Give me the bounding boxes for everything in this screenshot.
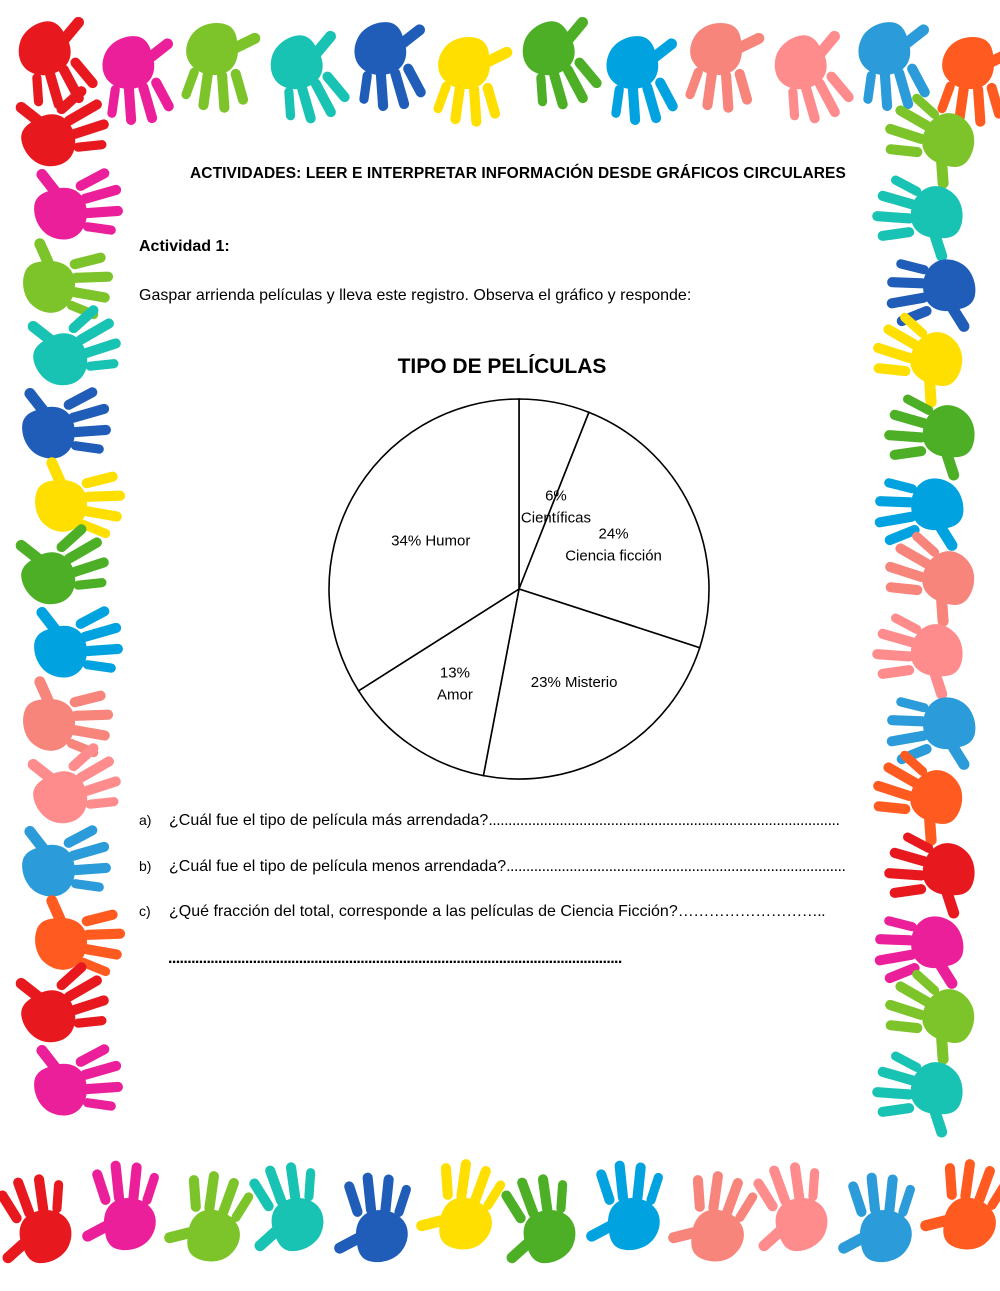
chart-title: TIPO DE PELÍCULAS <box>397 355 607 378</box>
hand-icon <box>871 472 966 558</box>
hand-icon <box>21 235 116 321</box>
pie-label-value-científicas: 6% <box>545 487 567 505</box>
pie-label-name-ciencia-ficción: Ciencia ficción <box>565 547 662 565</box>
hand-icon <box>684 22 767 115</box>
hand-icon <box>27 1030 130 1124</box>
hand-icon <box>80 1160 160 1250</box>
hand-icon <box>663 1162 762 1269</box>
hand-icon <box>411 1150 510 1257</box>
hand-icon <box>915 1150 1000 1257</box>
hand-icon <box>27 592 130 686</box>
activity-intro: Gaspar arrienda películas y lleva este registro. Observa el gráfico y responde: <box>139 287 692 304</box>
pie-label-value-amor: 13% <box>439 664 470 682</box>
hand-icon <box>866 609 969 703</box>
question-b-text: ¿Cuál fue el tipo de película menos arrendada? <box>169 858 507 875</box>
hand-icon <box>871 910 966 996</box>
hand-icon <box>432 36 515 129</box>
hand-icon <box>598 29 692 132</box>
hand-icon <box>15 373 118 467</box>
hand-icon <box>510 7 618 120</box>
question-a-text: ¿Cuál fue el tipo de película más arrendada? <box>169 812 489 829</box>
question-c-answer-line[interactable]: ...................................................................................................................... <box>168 950 622 967</box>
hand-icon <box>584 1160 664 1250</box>
hand-icon <box>346 15 440 118</box>
hand-icon <box>866 171 969 265</box>
page-title: ACTIVIDADES: LEER E INTERPRETAR INFORMACIÓN DESDE GRÁFICOS CIRCULARES <box>190 165 846 182</box>
question-c-letter: c) <box>139 903 151 919</box>
activity-label: Actividad 1: <box>139 238 230 255</box>
hand-icon <box>234 1155 333 1262</box>
hand-icon <box>762 21 870 134</box>
hand-icon <box>850 15 944 118</box>
hand-icon <box>27 154 130 248</box>
hand-icon <box>21 673 116 759</box>
hand-icon <box>180 22 263 115</box>
pie-label-name-científicas: Científicas <box>520 509 591 527</box>
hand-icon <box>866 1047 969 1141</box>
question-c-text: ¿Qué fracción del total, corresponde a las películas de Ciencia Ficción? <box>169 903 678 920</box>
question-a-letter: a) <box>139 812 152 828</box>
pie-label-value-ciencia-ficción: 24% <box>598 525 629 543</box>
question-c <box>139 903 825 921</box>
question-b-answer-dots[interactable]: ...................................................................................... <box>506 858 846 875</box>
hand-icon <box>836 1172 916 1262</box>
pie-chart <box>300 340 720 790</box>
question-b-letter: b) <box>139 858 152 874</box>
pie-label-humor: 34% Humor <box>391 532 471 550</box>
hand-icon <box>332 1172 412 1262</box>
question-a <box>139 812 839 830</box>
hand-icon <box>15 811 118 905</box>
hand-icon <box>883 253 978 339</box>
question-b <box>139 858 845 876</box>
hand-icon <box>159 1162 258 1269</box>
pie-label-name-amor: Amor <box>437 686 473 704</box>
question-c-answer-dots[interactable]: ……………………….. <box>677 903 826 920</box>
pie-label-misterio: 23% Misterio <box>530 674 618 692</box>
hand-icon <box>94 29 188 132</box>
hand-icon <box>258 21 366 134</box>
question-a-answer-dots[interactable]: ......................................................................................... <box>488 812 840 829</box>
hand-icon <box>5 70 120 180</box>
hand-icon <box>738 1155 837 1262</box>
hand-icon <box>0 1167 82 1274</box>
hand-icon <box>883 691 978 777</box>
